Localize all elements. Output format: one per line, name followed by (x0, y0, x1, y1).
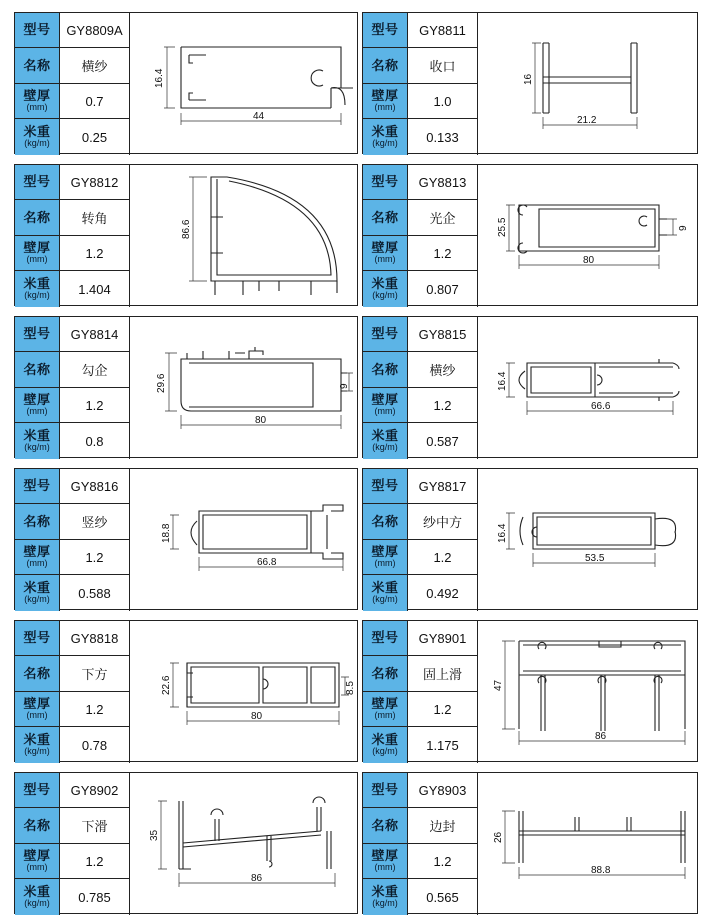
weight-value: 1.404 (60, 271, 130, 307)
model-label: 型号 (363, 621, 408, 656)
model-value: GY8809A (60, 13, 130, 48)
wall-value: 0.7 (60, 84, 130, 119)
dim-height: 86.6 (181, 219, 192, 239)
model-value: GY8811 (408, 13, 478, 48)
weight-value: 0.25 (60, 119, 130, 155)
weight-label: 米重 (kg/m) (15, 879, 60, 915)
wall-label: 壁厚 (mm) (15, 844, 60, 879)
profile-card-gy8818 (14, 620, 358, 762)
profile-drawing (131, 317, 357, 457)
name-value: 横纱 (60, 48, 130, 84)
model-value: GY8816 (60, 469, 130, 504)
wall-label: 壁厚 (mm) (363, 388, 408, 423)
weight-label: 米重 (kg/m) (15, 423, 60, 459)
profile-drawing (479, 469, 697, 609)
dim-width: 88.8 (591, 865, 611, 876)
weight-label: 米重 (kg/m) (363, 727, 408, 763)
wall-label: 壁厚 (mm) (15, 84, 60, 119)
dim-small: 9 (339, 383, 350, 389)
wall-label: 壁厚 (mm) (15, 388, 60, 423)
profile-card-gy8812 (14, 164, 358, 306)
model-label: 型号 (363, 317, 408, 352)
profile-drawing (131, 165, 357, 305)
weight-value: 0.492 (408, 575, 478, 611)
name-label: 名称 (363, 48, 408, 84)
name-value: 纱中方 (408, 504, 478, 540)
name-value: 横纱 (408, 352, 478, 388)
dim-small: 8.5 (345, 681, 356, 695)
name-label: 名称 (363, 656, 408, 692)
profile-drawing (479, 13, 697, 153)
profile-card-gy8902 (14, 772, 358, 914)
weight-value: 0.78 (60, 727, 130, 763)
profile-drawing (131, 773, 357, 913)
profile-card-gy8809a (14, 12, 358, 154)
dim-width: 80 (251, 711, 263, 722)
dim-height: 16.4 (154, 68, 165, 88)
name-value: 勾企 (60, 352, 130, 388)
dim-width: 80 (583, 255, 595, 266)
name-label: 名称 (15, 808, 60, 844)
weight-label: 米重 (kg/m) (363, 879, 408, 915)
weight-label: 米重 (kg/m) (15, 727, 60, 763)
wall-label: 壁厚 (mm) (363, 692, 408, 727)
weight-value: 1.175 (408, 727, 478, 763)
profile-drawing (131, 469, 357, 609)
weight-value: 0.587 (408, 423, 478, 459)
profile-card-gy8813 (362, 164, 698, 306)
profile-card-gy8817 (362, 468, 698, 610)
name-value: 固上滑 (408, 656, 478, 692)
dim-width: 44 (253, 111, 265, 122)
dim-width: 66.6 (591, 401, 611, 412)
wall-value: 1.2 (408, 236, 478, 271)
wall-label: 壁厚 (mm) (15, 692, 60, 727)
weight-label: 米重 (kg/m) (363, 271, 408, 307)
name-value: 下方 (60, 656, 130, 692)
dim-height: 47 (493, 679, 504, 691)
dim-width: 53.5 (585, 553, 605, 564)
wall-value: 1.2 (60, 388, 130, 423)
model-label: 型号 (15, 773, 60, 808)
wall-value: 1.2 (408, 844, 478, 879)
name-label: 名称 (15, 352, 60, 388)
weight-value: 0.8 (60, 423, 130, 459)
wall-value: 1.2 (408, 692, 478, 727)
profile-drawing (479, 317, 697, 457)
dim-width: 86 (595, 731, 607, 742)
wall-label: 壁厚 (mm) (15, 540, 60, 575)
model-label: 型号 (363, 469, 408, 504)
weight-value: 0.588 (60, 575, 130, 611)
wall-label: 壁厚 (mm) (15, 236, 60, 271)
weight-value: 0.807 (408, 271, 478, 307)
dim-width: 21.2 (577, 115, 597, 126)
dim-height: 18.8 (161, 523, 172, 543)
name-label: 名称 (363, 352, 408, 388)
wall-label: 壁厚 (mm) (363, 84, 408, 119)
wall-label: 壁厚 (mm) (363, 236, 408, 271)
model-value: GY8817 (408, 469, 478, 504)
model-value: GY8812 (60, 165, 130, 200)
weight-label: 米重 (kg/m) (15, 575, 60, 611)
weight-value: 0.785 (60, 879, 130, 915)
profile-drawing (479, 773, 697, 913)
weight-label: 米重 (kg/m) (15, 119, 60, 155)
model-value: GY8815 (408, 317, 478, 352)
dim-width: 80 (255, 415, 267, 426)
name-label: 名称 (363, 200, 408, 236)
model-label: 型号 (363, 165, 408, 200)
name-label: 名称 (15, 504, 60, 540)
name-label: 名称 (15, 48, 60, 84)
profile-drawing (479, 621, 697, 761)
model-value: GY8903 (408, 773, 478, 808)
dim-width: 66.8 (257, 557, 277, 568)
model-label: 型号 (15, 13, 60, 48)
model-label: 型号 (15, 165, 60, 200)
wall-value: 1.2 (60, 236, 130, 271)
dim-height: 26 (493, 831, 504, 843)
wall-value: 1.2 (60, 692, 130, 727)
wall-value: 1.2 (408, 540, 478, 575)
weight-label: 米重 (kg/m) (363, 575, 408, 611)
model-value: GY8901 (408, 621, 478, 656)
dim-height: 16.4 (497, 371, 508, 391)
profile-card-gy8816 (14, 468, 358, 610)
model-value: GY8813 (408, 165, 478, 200)
model-value: GY8814 (60, 317, 130, 352)
dim-height: 16 (523, 73, 534, 85)
wall-value: 1.0 (408, 84, 478, 119)
dim-height: 22.6 (161, 675, 172, 695)
name-value: 转角 (60, 200, 130, 236)
profile-card-gy8814 (14, 316, 358, 458)
wall-value: 1.2 (408, 388, 478, 423)
model-label: 型号 (363, 13, 408, 48)
profile-card-gy8903 (362, 772, 698, 914)
name-label: 名称 (363, 808, 408, 844)
model-value: GY8902 (60, 773, 130, 808)
model-label: 型号 (15, 621, 60, 656)
dim-height: 35 (149, 829, 160, 841)
name-value: 竖纱 (60, 504, 130, 540)
dim-width: 86 (251, 873, 263, 884)
name-value: 收口 (408, 48, 478, 84)
name-label: 名称 (15, 656, 60, 692)
weight-value: 0.133 (408, 119, 478, 155)
name-value: 边封 (408, 808, 478, 844)
dim-small: 9 (678, 225, 689, 231)
wall-label: 壁厚 (mm) (363, 540, 408, 575)
weight-label: 米重 (kg/m) (363, 423, 408, 459)
profile-card-gy8901 (362, 620, 698, 762)
profile-drawing (479, 165, 697, 305)
name-value: 下滑 (60, 808, 130, 844)
dim-height: 16.4 (497, 523, 508, 543)
model-label: 型号 (15, 469, 60, 504)
name-label: 名称 (15, 200, 60, 236)
model-value: GY8818 (60, 621, 130, 656)
dim-height: 29.6 (156, 373, 167, 393)
weight-value: 0.565 (408, 879, 478, 915)
wall-label: 壁厚 (mm) (363, 844, 408, 879)
model-label: 型号 (15, 317, 60, 352)
weight-label: 米重 (kg/m) (363, 119, 408, 155)
name-value: 光企 (408, 200, 478, 236)
wall-value: 1.2 (60, 844, 130, 879)
name-label: 名称 (363, 504, 408, 540)
weight-label: 米重 (kg/m) (15, 271, 60, 307)
profile-drawing (131, 13, 357, 153)
dim-height: 25.5 (497, 217, 508, 237)
profile-card-gy8815 (362, 316, 698, 458)
wall-value: 1.2 (60, 540, 130, 575)
model-label: 型号 (363, 773, 408, 808)
profile-card-gy8811 (362, 12, 698, 154)
profile-drawing (131, 621, 357, 761)
